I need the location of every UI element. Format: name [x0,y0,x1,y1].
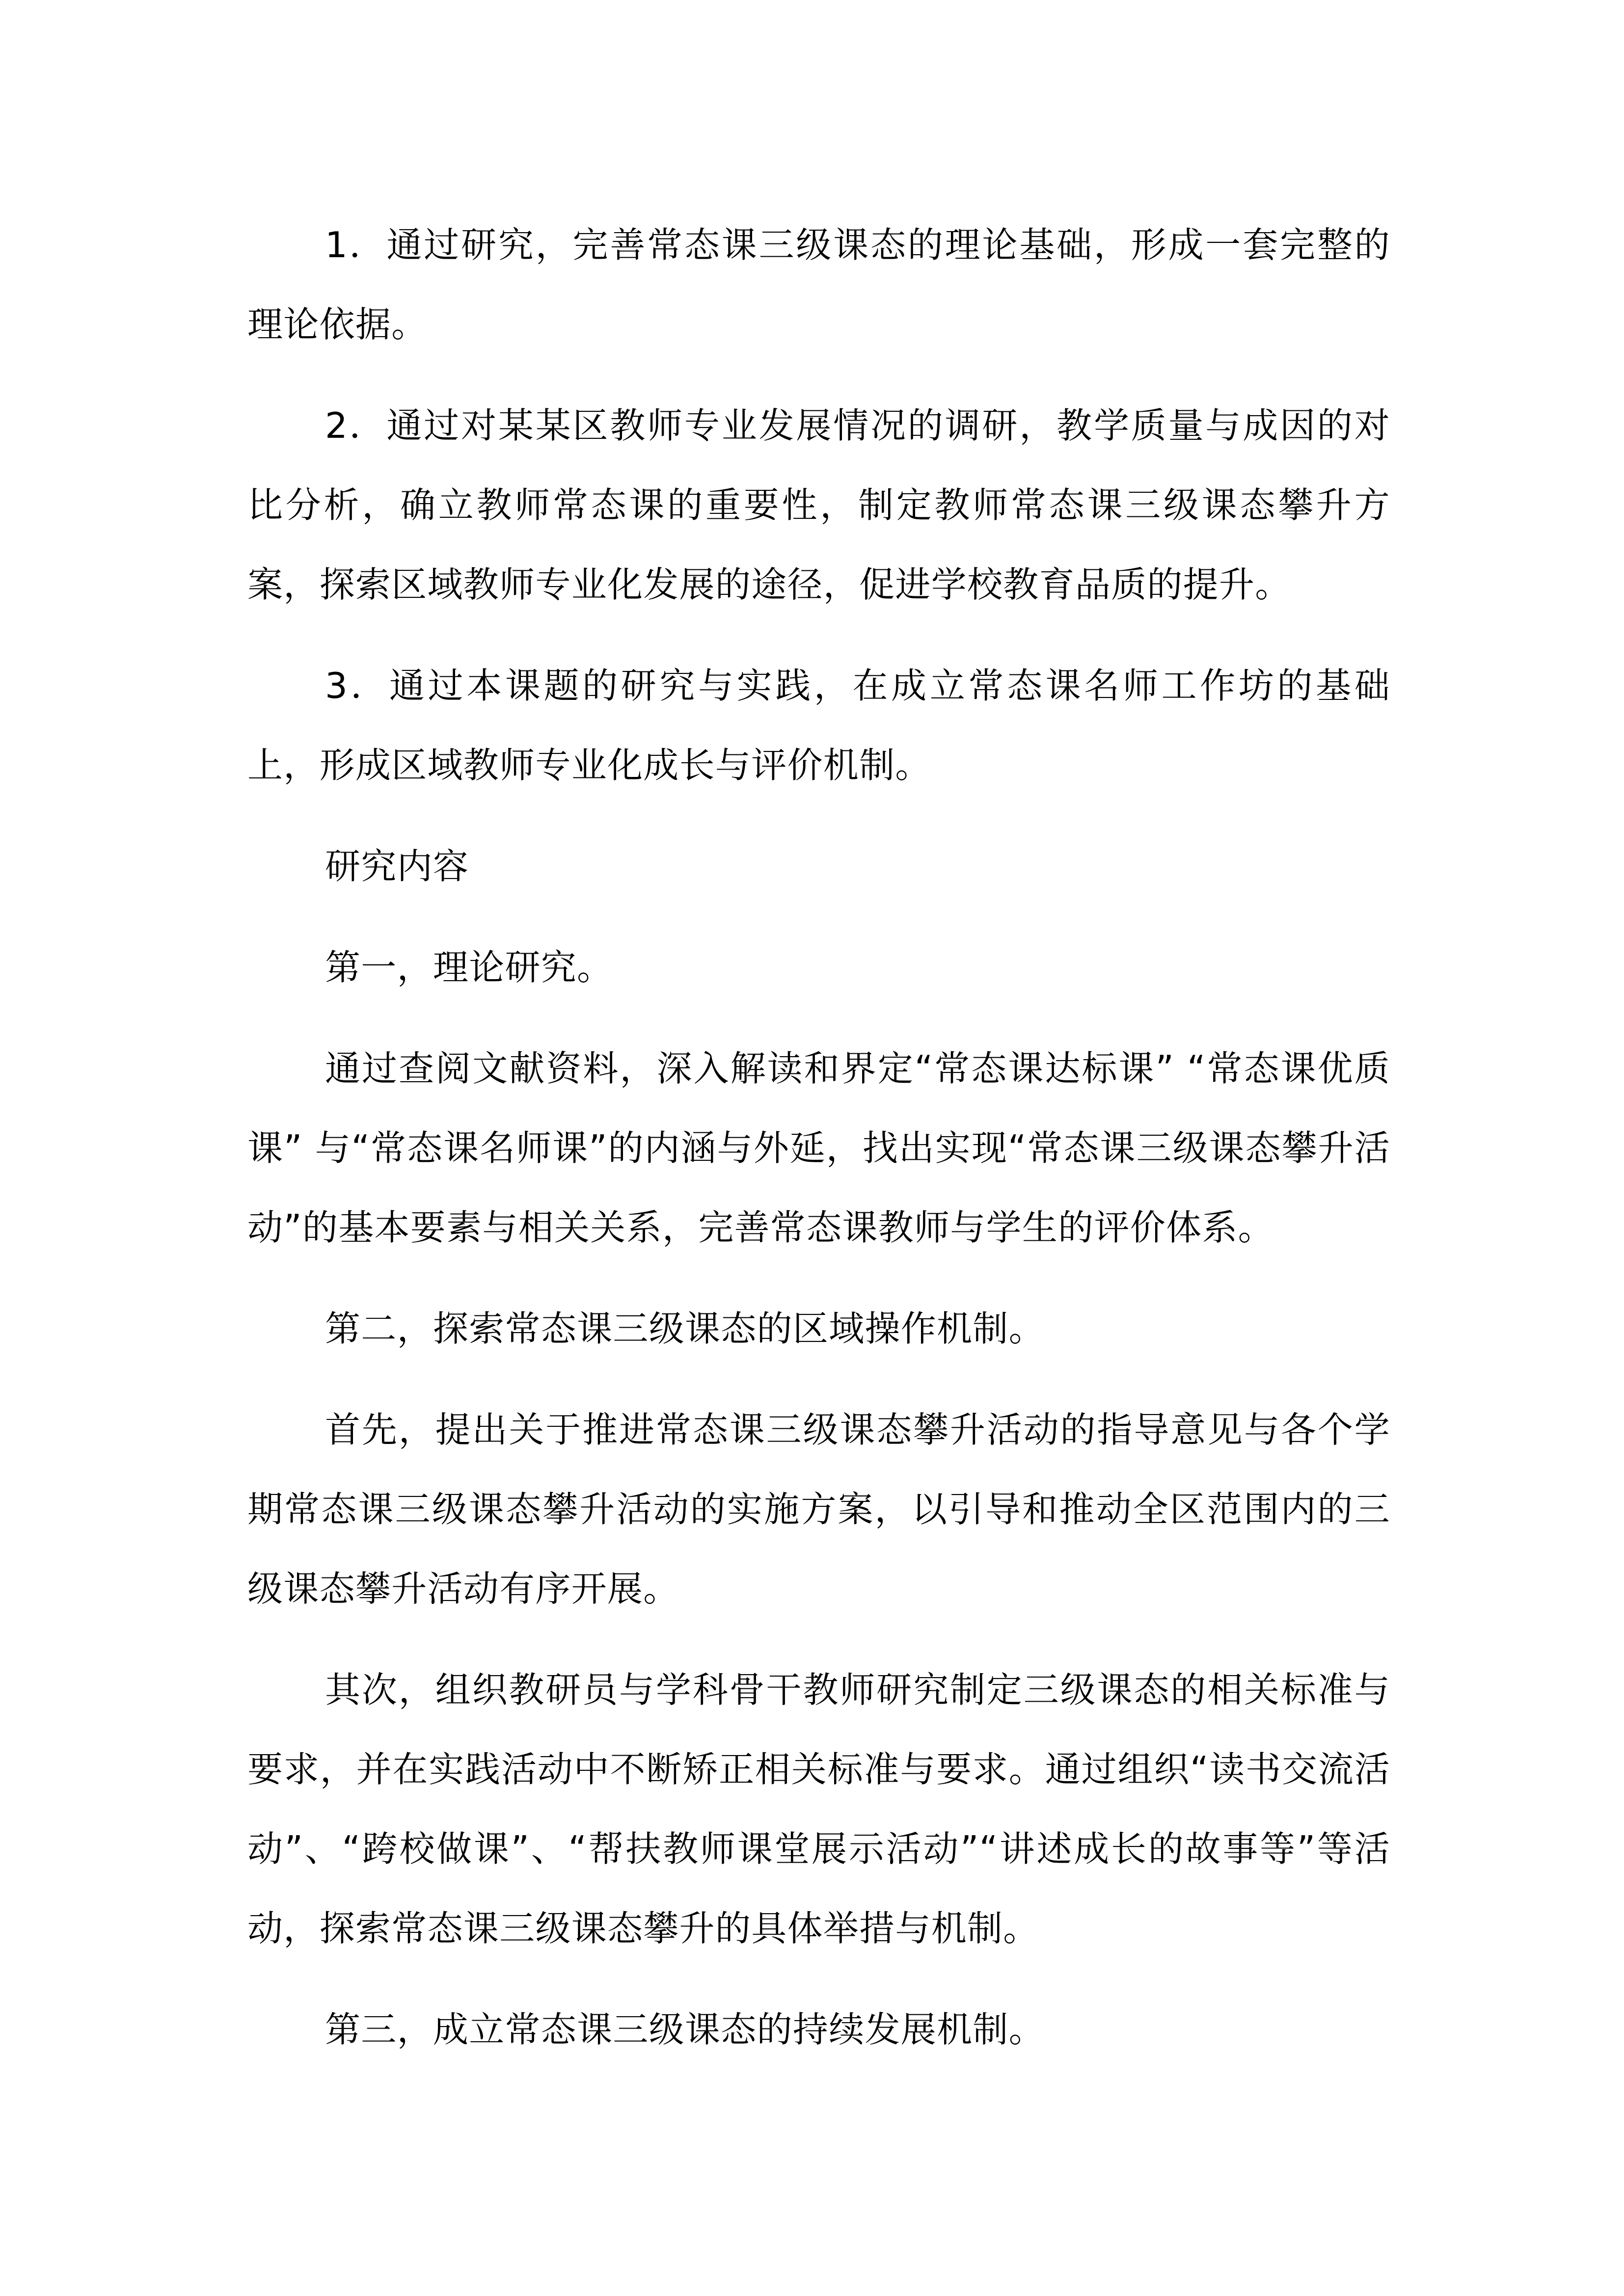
regional-mechanism-first-paragraph: 首先，提出关于推进常态课三级课态攀升活动的指导意见与各个学期常态课三级课态攀升活动的实施方案，以引导和推动全区范围内的三级课态攀升活动有序开展。 [247,1409,1390,1609]
regional-mechanism-heading: 第二，探索常态课三级课态的区域操作机制。 [325,1308,1045,1349]
regional-mechanism-second-paragraph: 其次，组织教研员与学科骨干教师研究制定三级课态的相关标准与要求，并在实践活动中不断矫正相关标准与要求。通过组织“读书交流活动”、“跨校做课”、“帮扶教师课堂展示活动”“讲述成长的故事等”等活动，探索常态课三级课态攀升的具体举措与机制。 [247,1669,1390,1949]
objective-paragraph-3: 3．通过本课题的研究与实践，在成立常态课名师工作坊的基础上，形成区域教师专业化成长与评价机制。 [247,665,1390,786]
theory-research-paragraph: 通过查阅文献资料，深入解读和界定“常态课达标课” “常态课优质课” 与“常态课名师课”的内涵与外延，找出实现“常态课三级课态攀升活动”的基本要素与相关关系，完善常态课教师与学生的评价体系。 [247,1048,1390,1248]
objective-paragraph-1: 1．通过研究，完善常态课三级课态的理论基础，形成一套完整的理论依据。 [247,224,1390,345]
sustainable-development-heading: 第三，成立常态课三级课态的持续发展机制。 [325,2009,1045,2050]
research-content-heading: 研究内容 [325,846,469,887]
document-body [247,205,1390,2091]
objective-paragraph-2: 2．通过对某某区教师专业发展情况的调研，教学质量与成因的对比分析，确立教师常态课的重要性，制定教师常态课三级课态攀升方案，探索区域教师专业化发展的途径，促进学校教育品质的提升。 [247,405,1390,605]
theory-research-heading: 第一，理论研究。 [325,947,613,988]
